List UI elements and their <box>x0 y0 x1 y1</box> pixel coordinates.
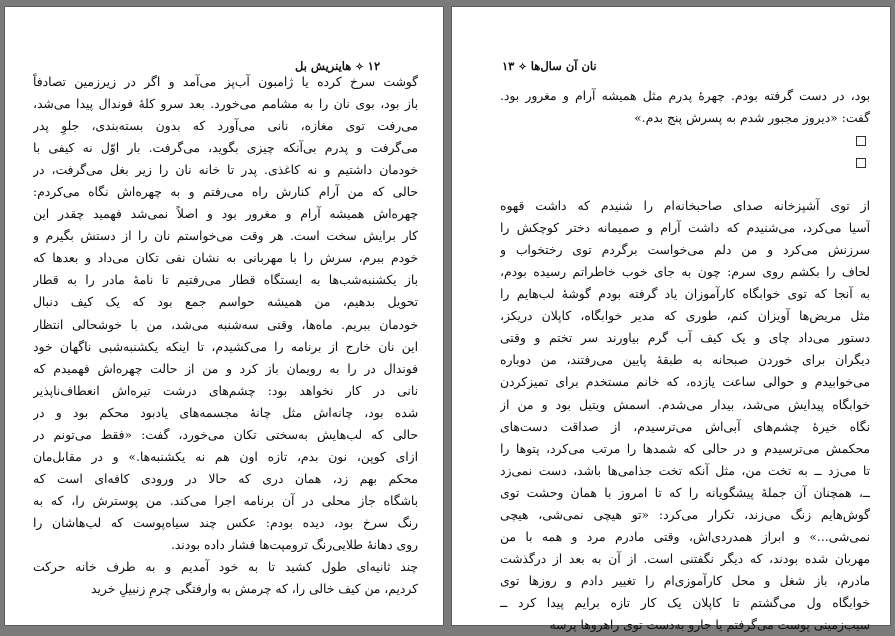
text-line: دستور می‌داد چای و یک کیف آب گرم بیاورند سر تختم و وقتی <box>500 331 870 346</box>
section-gap <box>500 173 870 195</box>
text-line: می‌رفت توی مغازه، نانی می‌آورد که بدون بسته‌بندی، جلوِ پدر <box>33 119 418 134</box>
text-line: خودمان داشتیم و نه کاغذی. پدر تا خانه نان را زیر بغل می‌گرفت، در <box>33 163 418 178</box>
text-line: لحاف را بکشم روی سرم: چون به جای خوب خاطراتم رسیده بودم، <box>500 265 870 280</box>
page-number: ۱۲ <box>367 59 381 73</box>
text-line: نگاه خیرهٔ چشم‌های آبی‌اش می‌ترسیدم، از صداقت دست‌های <box>500 419 870 434</box>
text-line: گوش‌هایم زنگ می‌زند، تکرار می‌کرد: «تو هیچی نمی‌شی، هیچی <box>500 507 870 522</box>
text-line: محکمش می‌ترسیدم و در حالی که شمدها را مرتب می‌کرد، پتوها را <box>500 441 870 456</box>
right-page-header <box>502 59 597 73</box>
text-line: کردیم، من کیف خالی را، که چرمش به وارفتگی چرمِ زنبیلِ خرید <box>91 582 418 597</box>
text-line: گوشت سرخ کرده یا ژامبون آب‌پز می‌آمد و اگر در زیرزمین تصادفاً <box>33 75 418 89</box>
running-header-title: هاینریش بل <box>295 59 352 73</box>
text-line: ــ، همچنان آن جملهٔ پیشگویانه را که تا امروز با همان وحشت توی <box>500 485 870 500</box>
text-line: ازای کوپن، نون بدم، تازه اون هم نه یکشنبه‌ها.» و در مقابل‌مان <box>33 449 418 464</box>
diamond-ornament-icon: ✧ <box>518 62 527 73</box>
text-line: خودمان ببریم. ماه‌ها، وقتی سه‌شنبه می‌شد، من با خوشحالی انتظار <box>33 317 418 332</box>
square-bullet-icon <box>856 158 866 168</box>
text-line: محکم بهم زد، همان دری که حالا در ورودی کافه‌ای است که <box>33 471 418 486</box>
text-line: باز یکشنبه‌شب‌ها به ایستگاه قطار می‌رفتیم تا نامهٔ مادر را به قطار <box>33 273 418 288</box>
paragraph-main <box>500 195 870 636</box>
text-line: خوابگاه ول می‌گشتم تا کاپلان یک کار تازه برایم پیدا کرد ــ <box>500 595 870 610</box>
text-line: از توی آشپزخانه صدای صاحبخانه‌ام را شنیدم که داشت قهوه <box>500 199 870 214</box>
text-line: نمی‌شی...» و ابراز همدردی‌اش، وقتی مادرم مرد و همه با من <box>500 529 870 544</box>
text-line: مهربان شده بودند، که دیگر نگفتنی است. از آن به بعد از درگذشت <box>500 551 870 566</box>
text-line: خوابگاه پیدایش می‌شد، بیدار می‌شدم. اسمش ویتیل بود و من از <box>500 397 870 412</box>
text-line: تا می‌زد ــ به تخت من، مثل آنکه تخت جذامی‌ها باشد، دست نمی‌زد <box>500 463 870 478</box>
page-number: ۱۳ <box>502 59 515 73</box>
text-line: مثل مریض‌ها آویزان کنم، طوری که مدیر خوابگاه، کاپلان دریکز، <box>500 309 870 324</box>
text-line: بود، در دست گرفته بودم. چهرهٔ پدرم مثل همیشه آرام و مغرور بود. <box>500 89 870 103</box>
text-line: می‌گرفت و پدرم بی‌آنکه چیزی بگوید، می‌گرفت. بار اوّل نه کیفی با <box>33 141 418 156</box>
text-line: رنگ سرخ بود، دیده بودم: عکس چند سیاه‌پوست که لب‌هاشان را <box>33 515 418 530</box>
text-line: آسیا می‌کرد، می‌شنیدم که داشت آرام و صمیمانه دختر کوچکش را <box>500 221 870 236</box>
text-line: چند ثانیه‌ای طول کشید تا به خود آمدیم و به طرف خانه حرکت <box>33 560 418 575</box>
text-line: می‌خوابیدم و حوالی ساعت یازده، که خانم مستخدم برای تمیزکردن <box>500 375 870 390</box>
text-line: روی دهانهٔ طلایی‌رنگ ترومپت‌ها فشار داده بودند. <box>171 537 418 552</box>
left-book-page <box>4 6 444 626</box>
text-line: نانی در کار نخواهد بود: چشم‌های درشت تیره‌اش انعطاف‌ناپذیر <box>33 383 418 398</box>
text-line: حالی که لب‌هایش به‌سختی تکان می‌خورد، گفت: «فقط می‌تونم در <box>33 427 418 442</box>
text-line: سیب‌زمینی پوست می‌گرفتم یا جارو به‌دست توی راهروها پرسه <box>549 617 870 632</box>
text-line: گفت: «دیروز مجبور شدم به پسرش پنج بدم.» <box>634 111 870 126</box>
section-break-marker <box>500 151 870 173</box>
text-line: این نان خارج از برنامه را می‌کشیدم، تا اینکه یکشنبه‌شبی ناگهان خود <box>33 339 418 354</box>
text-line: باشگاه جاز محلی در آن برنامه اجرا می‌کند. من پوسترش را، که به <box>33 493 418 508</box>
right-book-page <box>451 6 891 632</box>
text-line: شده بود، چانه‌اش مثل چانهٔ مجسمه‌های یادبود محکم بود و در <box>33 405 418 420</box>
running-header-title: نان آن سال‌ها <box>530 59 597 73</box>
text-line: حالی که من آرام کنارش راه می‌رفتم و به چهره‌اش نگاه می‌کردم: <box>33 185 418 200</box>
text-line: باز بود، بوی نان را به مشامم می‌خورد. بعد سرو کلهٔ فوندال پیدا می‌شد، <box>33 97 418 112</box>
text-line: مادرم، باز شغل و محل کارآموزی‌ام را تغییر دادم و روزها توی <box>500 573 870 588</box>
text-line: سرزنش می‌کرد و من دلم می‌خواست برگردم توی رختخواب و <box>500 243 870 258</box>
left-page-body-text <box>33 71 418 600</box>
square-bullet-icon <box>856 136 866 146</box>
text-line: چهره‌اش همیشه آرام و مغرور بود و اصلاً نمی‌شد فهمید چقدر این <box>33 207 418 222</box>
text-line: دیگران برای خوردن صبحانه به طبقهٔ پایین می‌رفتند، من دوباره <box>500 353 870 368</box>
right-page-body-text <box>500 85 870 636</box>
paragraph-top <box>500 85 870 129</box>
text-line: خودم ببرم، سرش را با مهربانی به نشان نفی تکان می‌داد و بعدها که <box>33 251 418 266</box>
text-line: تحویل بدهیم، من همیشه حواسم جمع بود که یک کیف دنبال <box>33 295 418 310</box>
diamond-ornament-icon: ✧ <box>355 62 364 73</box>
section-break-marker <box>500 129 870 151</box>
text-line: به آنجا که توی خوابگاه کارآموزان یاد گرفته بودم گوشهٔ لب‌هایم را <box>500 287 870 302</box>
text-line: فوندال در را به رویمان باز کرد و من از حالت چهره‌اش فهمیدم که <box>33 361 418 376</box>
text-line: کار برایش سخت است. هر وقت می‌خواستم نان را از دستش بگیرم و <box>33 229 418 244</box>
